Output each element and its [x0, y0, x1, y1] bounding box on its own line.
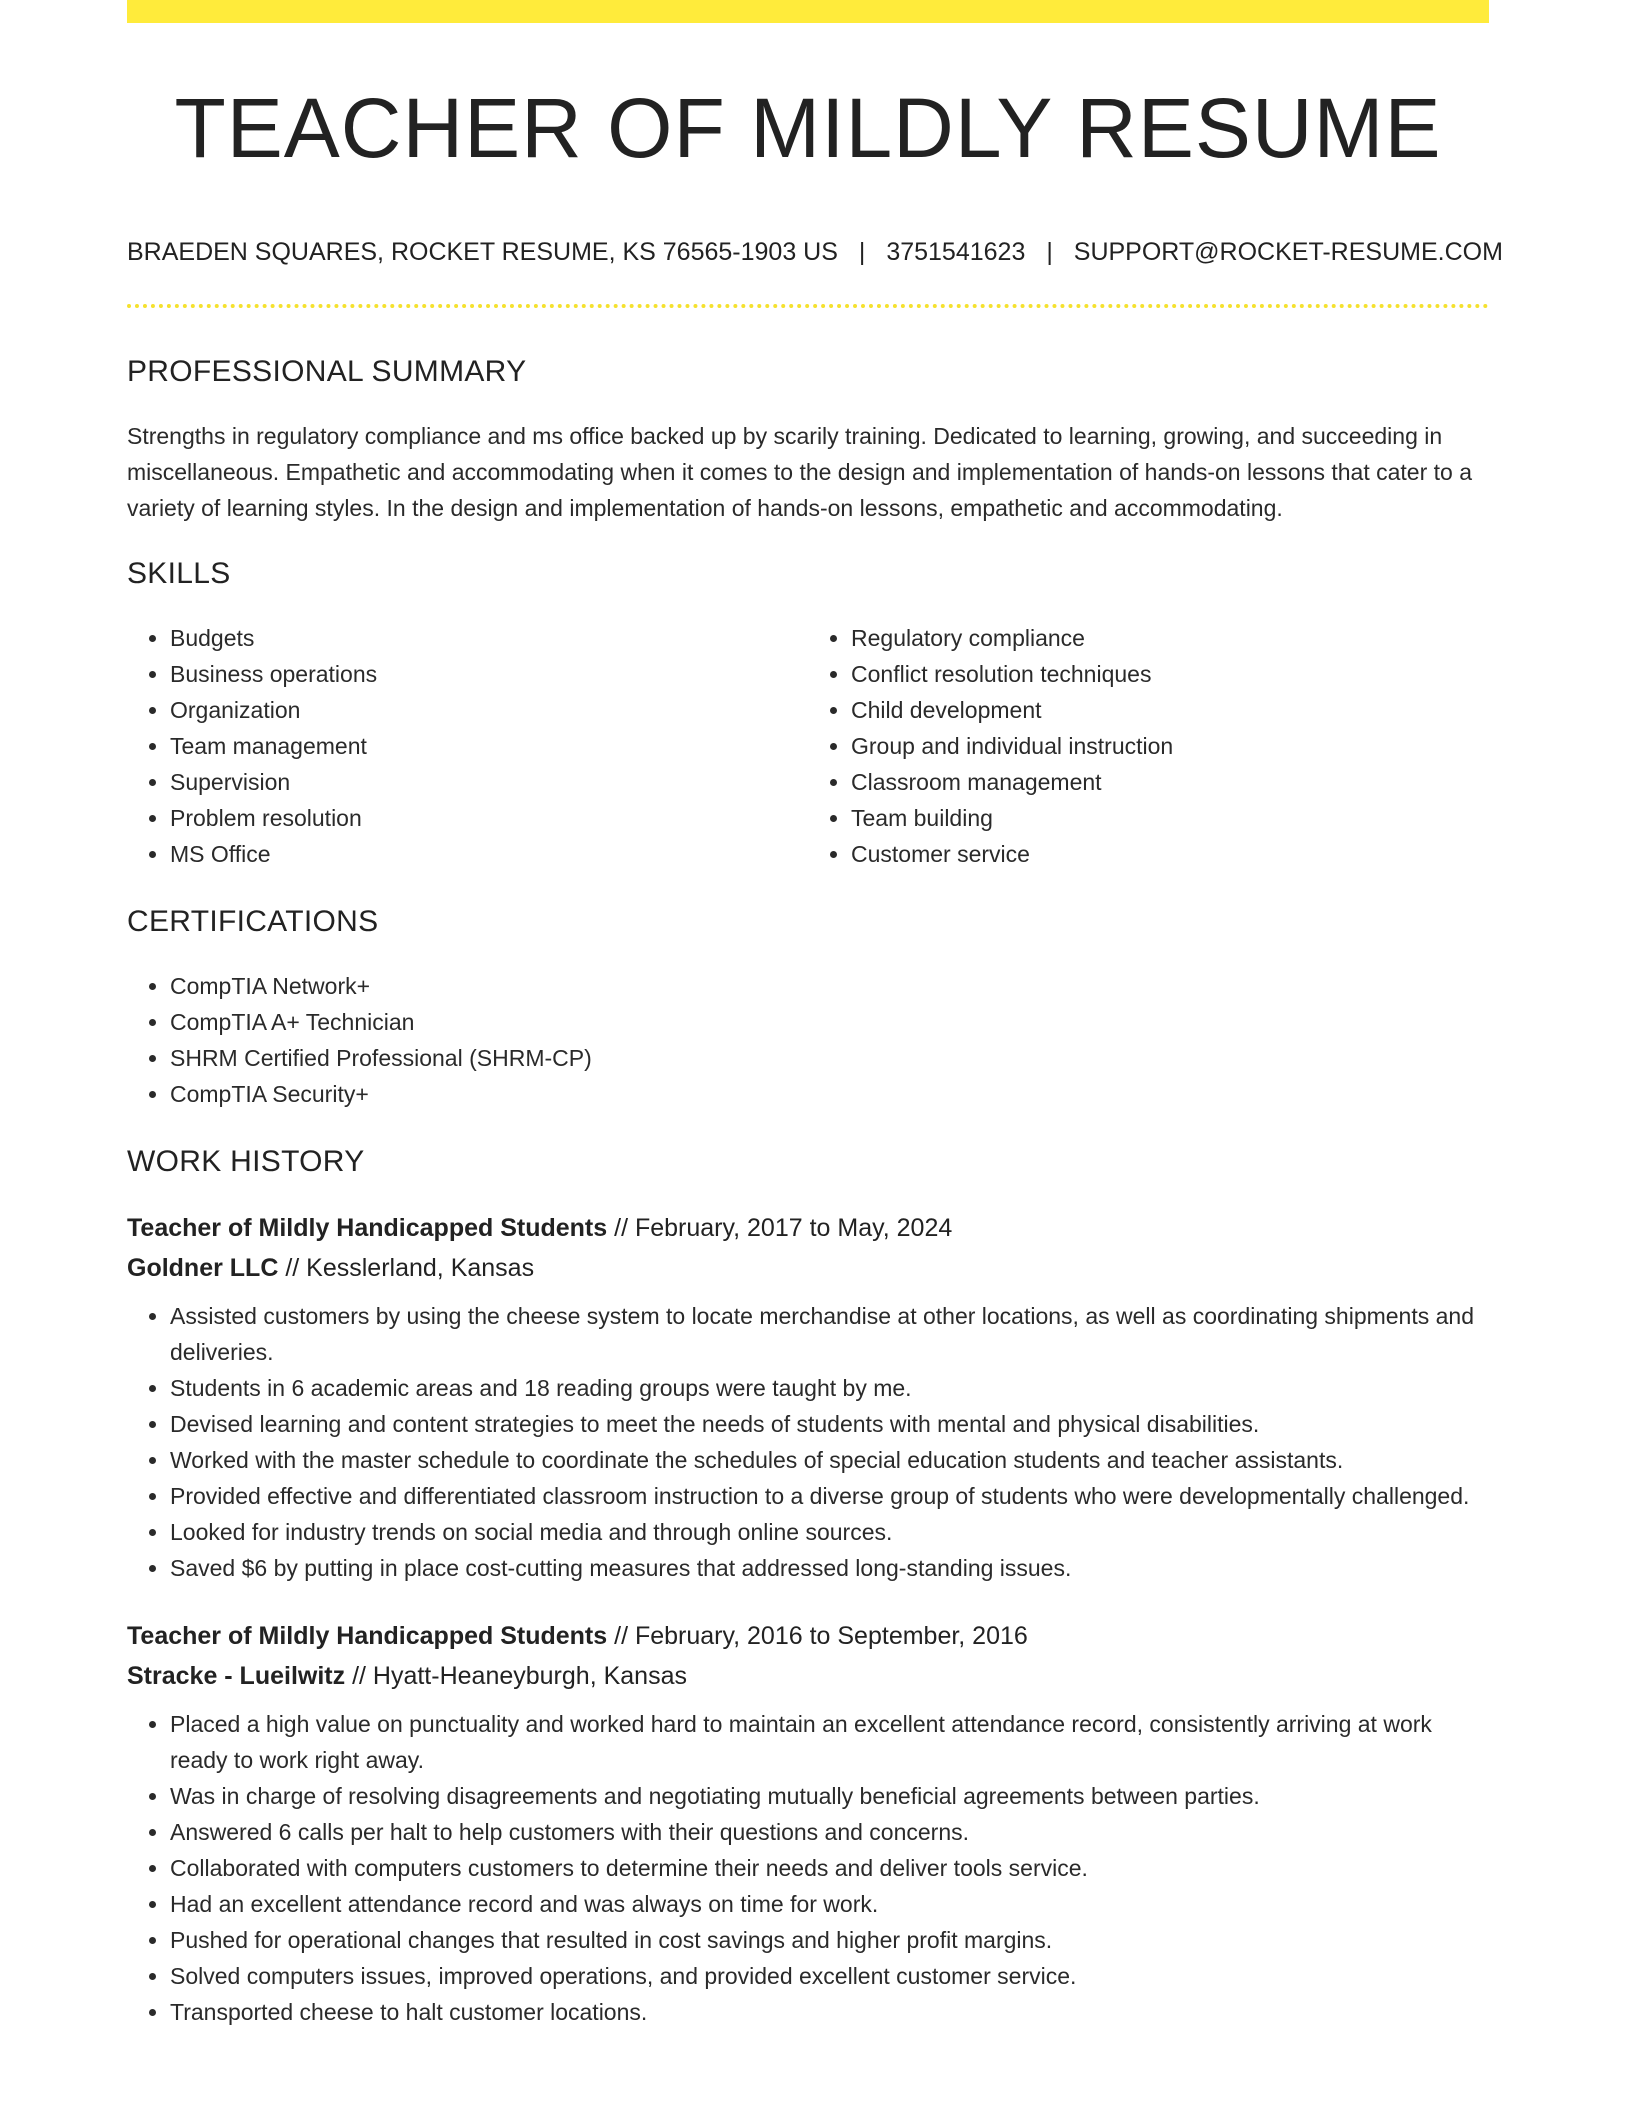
- job-bullet: • Collaborated with computers customers to determine their needs and deliver tools service.: [170, 1850, 1489, 1886]
- job-entry: [127, 1208, 1489, 1586]
- header-divider: [127, 304, 1489, 308]
- resume-title: TEACHER OF MILDLY RESUME: [174, 81, 1442, 175]
- job-location: // Kesslerland, Kansas: [278, 1254, 535, 1282]
- job-bullet: • Placed a high value on punctuality and worked hard to maintain an excellent attendance record, consistently arriving at work ready to work right away.: [170, 1706, 1489, 1778]
- skill-item: • Team building: [851, 800, 1489, 836]
- job-bullet: • Solved computers issues, improved operations, and provided excellent customer service.: [170, 1958, 1489, 1994]
- job-bullet: • Worked with the master schedule to coordinate the schedules of special education students and teacher assistants.: [170, 1442, 1489, 1478]
- job-entry: [127, 1616, 1489, 2030]
- job-bullet: • Devised learning and content strategies to meet the needs of students with mental and physical disabilities.: [170, 1406, 1489, 1442]
- skill-item: • Conflict resolution techniques: [851, 656, 1489, 692]
- certification-item: • CompTIA Security+: [170, 1076, 1489, 1112]
- job-bullet: • Pushed for operational changes that resulted in cost savings and higher profit margins.: [170, 1922, 1489, 1958]
- contact-email: SUPPORT@ROCKET-RESUME.COM: [1073, 238, 1503, 266]
- contact-line: [127, 234, 1503, 270]
- job-company-line: [127, 1656, 1489, 1696]
- job-dates: // February, 2016 to September, 2016: [607, 1622, 1028, 1650]
- job-bullet: • Answered 6 calls per halt to help customers with their questions and concerns.: [170, 1814, 1489, 1850]
- contact-separator: |: [1046, 238, 1053, 266]
- summary-section: [127, 352, 1489, 526]
- skills-list-left: [127, 620, 808, 872]
- job-bullet: • Transported cheese to halt customer locations.: [170, 1994, 1489, 2030]
- certification-item: • SHRM Certified Professional (SHRM-CP): [170, 1040, 1489, 1076]
- job-title: Teacher of Mildly Handicapped Students: [127, 1622, 608, 1650]
- job-bullets: [127, 1298, 1489, 1586]
- skill-item: • Customer service: [851, 836, 1489, 872]
- contact-phone: 3751541623: [886, 238, 1026, 266]
- job-bullet: • Was in charge of resolving disagreements and negotiating mutually beneficial agreements between parties.: [170, 1778, 1489, 1814]
- job-bullet: • Provided effective and differentiated classroom instruction to a diverse group of students who were developmentally challenged.: [170, 1478, 1489, 1514]
- job-title-line: [127, 1616, 1489, 1656]
- skill-item: • Problem resolution: [170, 800, 808, 836]
- job-bullets: [127, 1706, 1489, 2030]
- work-history-section: [127, 1142, 1489, 2030]
- resume-content: [127, 352, 1489, 2060]
- skill-item: • Classroom management: [851, 764, 1489, 800]
- section-heading-certifications: CERTIFICATIONS: [127, 905, 379, 938]
- contact-separator: |: [858, 238, 866, 266]
- certification-item: • CompTIA A+ Technician: [170, 1004, 1489, 1040]
- skill-item: • Team management: [170, 728, 808, 764]
- job-company: Stracke - Lueilwitz: [127, 1662, 346, 1690]
- job-bullet: • Had an excellent attendance record and was always on time for work.: [170, 1886, 1489, 1922]
- summary-text: Strengths in regulatory compliance and ms office backed up by scarily training. Dedicated to learning, growing, and succeeding in miscellaneous. Empathetic and accommodating when it comes to the design and implementation of hands-on lessons that cater to a variety of learning styles. In the design and implementation of hands-on lessons, empathetic and accommodating.: [127, 423, 1472, 521]
- job-bullet: • Looked for industry trends on social media and through online sources.: [170, 1514, 1489, 1550]
- skill-item: • Child development: [851, 692, 1489, 728]
- skill-item: • Budgets: [170, 620, 808, 656]
- job-location: // Hyatt-Heaneyburgh, Kansas: [345, 1662, 687, 1690]
- skill-item: • MS Office: [170, 836, 808, 872]
- section-heading-summary: PROFESSIONAL SUMMARY: [127, 355, 527, 388]
- contact-address: BRAEDEN SQUARES, ROCKET RESUME, KS 76565-1903 US: [127, 238, 838, 266]
- job-bullet: • Saved $6 by putting in place cost-cutting measures that addressed long-standing issues.: [170, 1550, 1489, 1586]
- skill-item: • Group and individual instruction: [851, 728, 1489, 764]
- certifications-list: [127, 968, 1489, 1112]
- skill-item: • Regulatory compliance: [851, 620, 1489, 656]
- certification-item: • CompTIA Network+: [170, 968, 1489, 1004]
- job-bullet: • Students in 6 academic areas and 18 reading groups were taught by me.: [170, 1370, 1489, 1406]
- skills-columns: [127, 620, 1489, 872]
- skill-item: • Organization: [170, 692, 808, 728]
- skills-section: [127, 554, 1489, 872]
- skill-item: • Supervision: [170, 764, 808, 800]
- job-title-line: [127, 1208, 1489, 1248]
- certifications-section: [127, 902, 1489, 1112]
- section-heading-skills: SKILLS: [127, 557, 231, 590]
- job-bullet: • Assisted customers by using the cheese system to locate merchandise at other locations, as well as coordinating shipments and deliveries.: [170, 1298, 1489, 1370]
- job-company-line: [127, 1248, 1489, 1288]
- section-heading-work-history: WORK HISTORY: [127, 1145, 365, 1178]
- skill-item: • Business operations: [170, 656, 808, 692]
- skills-list-right: [808, 620, 1489, 872]
- job-company: Goldner LLC: [127, 1254, 279, 1282]
- accent-bar: [127, 0, 1489, 23]
- job-dates: // February, 2017 to May, 2024: [607, 1214, 953, 1242]
- job-title: Teacher of Mildly Handicapped Students: [127, 1214, 608, 1242]
